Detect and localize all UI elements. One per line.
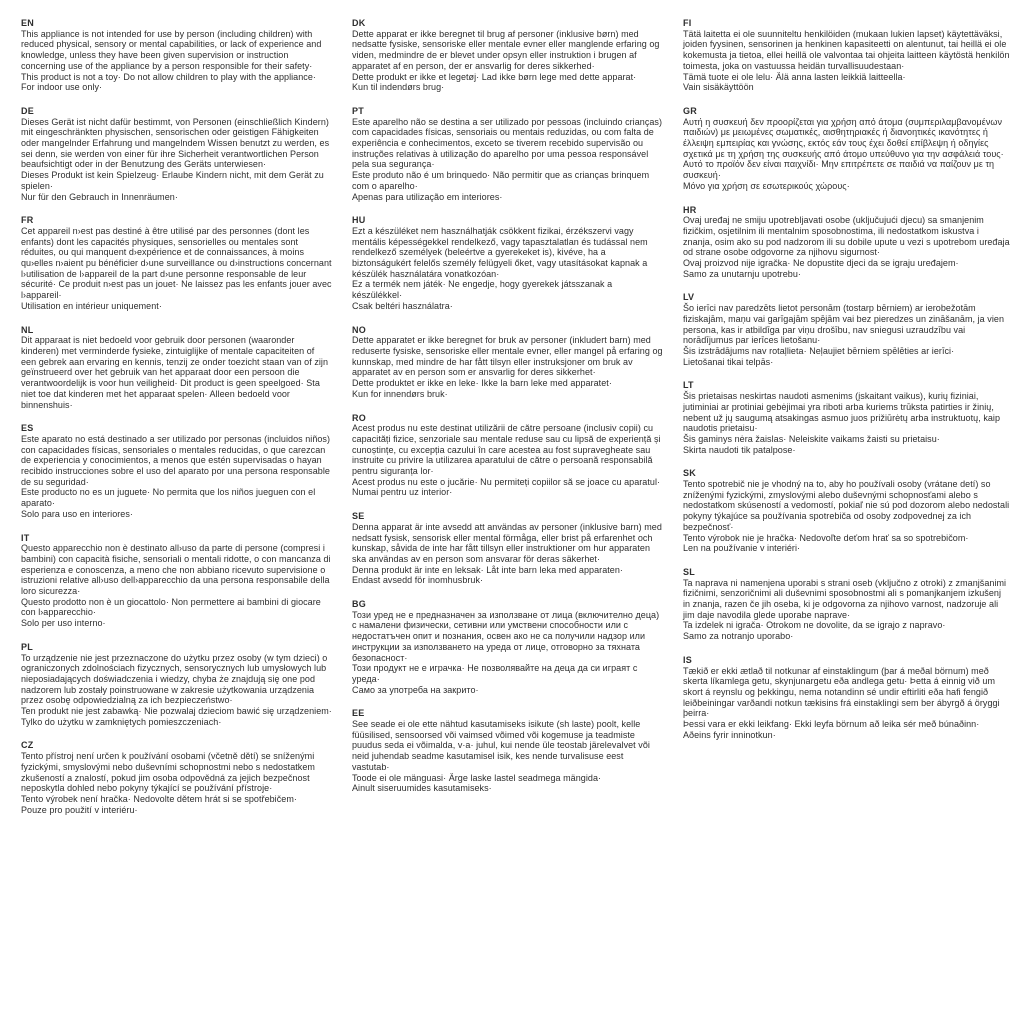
language-section [683, 380, 1010, 455]
language-code-heading: IS [683, 654, 692, 665]
paragraph: Αυτό το προϊόν δεν είναι παιχνίδι· Μην επιτρέπετε σε παιδιά να παίζουν με τη συσκευή· [683, 159, 995, 181]
paragraph: Μόνο για χρήση σε εσωτερικούς χώρους· [683, 180, 850, 191]
language-code-heading: HU [352, 215, 366, 226]
language-code-heading: NL [21, 324, 34, 335]
paragraph: Acest produs nu este destinat utilizării de către persoane (inclusiv copii) cu capacități fizice, senzoriale sau mentale reduse sau cu lipsă de experiență și cunoștințe, cu excepția cazului în care acestea au fost supravegheate sau instruite cu privire la utilizarea aparatului de către o persoană responsabilă pentru siguranța lor· [352, 423, 661, 477]
paragraph: Само за употреба на закрито· [352, 684, 479, 695]
paragraph: Ovaj uređaj ne smiju upotrebljavati osobe (uključujući djecu) sa smanjenim fizičkim, osjetilnim ili mentalnim sposobnostima, ili nedostatkom iskustva i znanja, osim ako su pod nadzorom ili su dobile upute u vezi s upotrebom uređaja od strane osobe odgovorne za njihovu sigurnost· [683, 215, 1010, 258]
language-code-heading: RO [352, 412, 366, 423]
language-section [683, 205, 1010, 280]
language-section [352, 708, 663, 794]
paragraph: Solo para uso en interiores· [21, 508, 133, 519]
language-code-heading: BG [352, 599, 366, 610]
section-body [683, 29, 1010, 93]
paragraph: Dieses Produkt ist kein Spielzeug· Erlaube Kindern nicht, mit dem Gerät zu spielen· [21, 170, 324, 191]
language-code-heading: FI [683, 18, 692, 28]
language-code-heading: SK [683, 468, 696, 479]
language-code-heading: HR [683, 204, 697, 215]
paragraph: Len na používanie v interiéri· [683, 543, 801, 554]
paragraph: Dette produktet er ikke en leke· Ikke la barn leke med apparatet· [352, 378, 612, 389]
paragraph: Ezt a készüléket nem használhatják csökkent fizikai, érzékszervi vagy mentális képességekkel rendelkező, vagy tapasztalatlan és tudással nem rendelkező személyek (beleértve a gyerekeket is), kivéve, ha a biztonságukért felelős személy felügyeli őket, vagy utasításokat kapnak a készülék használatára vonatkozóan· [352, 225, 648, 279]
column-1 [21, 18, 332, 828]
language-code-heading: LT [683, 380, 694, 391]
paragraph: Този продукт не е играчка· Не позволявайте на деца да си играят с уреда· [352, 663, 638, 684]
section-body [21, 29, 332, 93]
column-2 [352, 18, 663, 828]
section-body [352, 335, 663, 399]
paragraph: Tätä laitetta ei ole suunniteltu henkilöiden (mukaan lukien lapset) käytettäväksi, joiden fyysinen, sensorinen ja henkinen kapasiteetti on alentunut, tai heillä ei ole kokemusta ja tietoa, ellei heillä ole valvontaa tai ohjeita laitteen käytöstä henkilön toimesta, joka on vastuussa heidän turvallisuudestaan· [683, 28, 1010, 71]
language-section [683, 567, 1010, 642]
paragraph: Apenas para utilização em interiores· [352, 191, 503, 202]
section-body [352, 226, 663, 312]
language-code-heading: PT [352, 105, 364, 116]
section-body [21, 335, 332, 410]
section-body [21, 751, 332, 815]
paragraph: Este aparato no está destinado a ser utilizado por personas (incluidos niños) con capacidades físicas, sensoriales o mentales reducidas, o que carezcan de experiencia y conocimientos, a menos que estén supervisadas o hayan recibido instrucciones sobre el uso del aparato por una persona responsable de su seguridad· [21, 433, 331, 487]
language-section [352, 599, 663, 695]
paragraph: Tämä tuote ei ole lelu· Älä anna lasten leikkiä laitteella· [683, 71, 906, 82]
language-section [21, 533, 332, 629]
section-body [352, 117, 663, 203]
paragraph: Samo za notranjo uporabo· [683, 631, 794, 642]
paragraph: Dit apparaat is niet bedoeld voor gebruik door personen (waaronder kinderen) met verminderde fysieke, zintuiglijke of mentale capaciteiten of een gebrek aan ervaring en kennis, tenzij ze onder toezicht staan van of zijn geïnstrueerd over het gebruik van het apparaat door een persoon die verantwoordelijk is voor hun veiligheid· Dit product is geen speelgoed· Sta niet toe dat kinderen met het apparaat spelen· Alleen bedoeld voor binnenshuis· [21, 335, 329, 410]
language-code-heading: PL [21, 641, 33, 652]
language-code-heading: EE [352, 708, 365, 719]
paragraph: Skirta naudoti tik patalpose· [683, 444, 796, 455]
section-body [352, 719, 663, 794]
paragraph: Tento přístroj není určen k používání osobami (včetně dětí) se sníženými fyzickými, smyslovými nebo duševními schopnostmi nebo s nedostatkem zkušeností a znalostí, pokud jim osoba odpovědná za jejich bezpečnost neposkytla dohled nebo pokyny týkající se používání přístroje· [21, 751, 315, 794]
paragraph: Kun til indendørs brug· [352, 82, 445, 93]
paragraph: To urządzenie nie jest przeznaczone do użytku przez osoby (w tym dzieci) o ograniczonych zdolnościach fizycznych, sensorycznych lub umysłowych lub nieposiadających doświadczenia i wiedzy, chyba że znajdują się one pod nadzorem lub zostały poinstruowane w zakresie użytkowania urządzenia przez osobę odpowiedzialną za ich bezpieczeństwo· [21, 652, 328, 706]
paragraph: Dette apparatet er ikke beregnet for bruk av personer (inkludert barn) med reduserte fysiske, sensoriske eller mentale evner, eller mangel på erfaring og kunnskap, med mindre de har fått tilsyn eller instruksjoner om bruk av apparatet av en person som er ansvarlig for deres sikkerhet· [352, 335, 663, 378]
section-body [683, 215, 1010, 279]
paragraph: Þessi vara er ekki leikfang· Ekki leyfa börnum að leika sér með búnaðinn· [683, 719, 980, 730]
paragraph: Šo ierīci nav paredzēts lietot personām (tostarp bērniem) ar ierobežotām fiziskajām, maņu vai garīgajām spējām vai bez pieredzes un zināšanām, ja vien persona, kas ir atbildīga par viņu drošību, nav sniegusi uzraudzību vai norādījumus par ierīces lietošanu· [683, 303, 1005, 346]
paragraph: Ez a termék nem játék· Ne engedje, hogy gyerekek játsszanak a készülékkel· [352, 279, 613, 301]
language-section [21, 740, 332, 815]
language-code-heading: DE [21, 105, 34, 116]
language-code-heading: FR [21, 215, 34, 226]
language-section [21, 215, 332, 311]
paragraph: See seade ei ole ette nähtud kasutamiseks isikute (sh laste) poolt, kelle füüsilised, sensoorsed või vaimsed võimed või kogemuse ja teadmiste puudus seda ei võimalda, v·a· juhul, kui nende üle teostab järelevalvet või neid juhendab seadme kasutamisel isik, kes nende turvalisuse eest vastutab· [352, 719, 650, 772]
paragraph: Šis gaminys nėra žaislas· Neleiskite vaikams žaisti su prietaisu· [683, 433, 940, 444]
paragraph: Tento spotrebič nie je vhodný na to, aby ho používali osoby (vrátane detí) so zníženými fyzickými, zmyslovými alebo duševnými schopnosťami alebo s nedostatkom skúseností a vedomostí, pokiaľ nie sú pod dozorom alebo nedostali pokyny týkajúce sa používania spotrebiča od osoby zodpovednej za ich bezpečnosť· [683, 479, 1010, 532]
language-section [352, 413, 663, 499]
language-section [21, 106, 332, 202]
section-body [683, 578, 1010, 642]
paragraph: Kun for innendørs bruk· [352, 388, 448, 399]
paragraph: Questo apparecchio non è destinato all›uso da parte di persone (compresi i bambini) con capacità fisiche, sensoriali o mentali ridotte, o con mancanza di esperienza e conoscenza, a meno che non abbiano ricevuto supervisione o istruzioni relative all›uso dell›apparecchio da una persona responsabile della loro sicurezza· [21, 543, 331, 597]
language-section [21, 18, 332, 93]
paragraph: Denna produkt är inte en leksak· Låt inte barn leka med apparaten· [352, 564, 623, 575]
paragraph: Dette produkt er ikke et legetøj· Lad ikke børn lege med dette apparat· [352, 71, 637, 82]
paragraph: Solo per uso interno· [21, 618, 106, 629]
paragraph: This appliance is not intended for use by person (including children) with reduced physical, sensory or mental capabilities, or lack of experience and knowledge, unless they have been given supervision or instruction concerning use of the appliance by a person responsible for their safety· [21, 28, 322, 71]
paragraph: Dette apparat er ikke beregnet til brug af personer (inklusive børn) med nedsatte fysiske, sensoriske eller mentale evner eller manglende erfaring og viden, medmindre de er blevet under opsyn eller instruktion i brugen af apparatet af en person, der er ansvarlig for deres sikkerhed· [352, 28, 660, 71]
paragraph: Endast avsedd för inomhusbruk· [352, 575, 484, 586]
language-code-heading: IT [21, 532, 30, 543]
section-body [352, 29, 663, 93]
language-section [21, 642, 332, 728]
language-code-heading: EN [21, 18, 34, 28]
section-body [21, 117, 332, 203]
paragraph: Αυτή η συσκευή δεν προορίζεται για χρήση από άτομα (συμπεριλαμβανομένων παιδιών) με μειωμένες σωματικές, αισθητηριακές ή διανοητικές ικανότητες ή έλλειψη εμπειρίας και γνώσης, εκτός εάν τους έχει δοθεί επίβλεψη ή οδηγίες σχετικά με τη χρήση της συσκευής από άτομο υπεύθυνο για την ασφάλειά τους· [683, 116, 1004, 159]
language-section [683, 468, 1010, 554]
paragraph: Questo prodotto non è un giocattolo· Non permettere ai bambini di giocare con l›apparecchio· [21, 596, 321, 618]
language-section [352, 18, 663, 93]
language-code-heading: LV [683, 292, 695, 303]
paragraph: Tento výrobok nie je hračka· Nedovoľte deťom hrať sa so spotrebičom· [683, 532, 969, 543]
paragraph: Cet appareil n›est pas destiné à être utilisé par des personnes (dont les enfants) dont les capacités physiques, sensorielles ou mentales sont réduites, ou qui manquent d›expérience et de connaissances, à moins qu›elles n›aient pu bénéficier d›une surveillance ou d›instructions concernant l›utilisation de l›appareil de la part d›une personne responsable de leur sécurité· Ce produit n›est pas un jouet· Ne laissez pas les enfants jouer avec l›appareil· [21, 225, 332, 301]
paragraph: Ta naprava ni namenjena uporabi s strani oseb (vključno z otroki) z zmanjšanimi fizičnimi, senzoričnimi ali duševnimi sposobnostmi ali s pomanjkanjem izkušenj in znanja, razen če jih oseba, ki je odgovorna za njihovo varnost, nadzoruje ali jim daje navodila glede uporabe naprave· [683, 577, 1007, 620]
language-section [352, 325, 663, 400]
language-code-heading: DK [352, 18, 366, 28]
paragraph: Csak beltéri használatra· [352, 300, 453, 311]
language-section [352, 511, 663, 586]
paragraph: Este producto no es un juguete· No permita que los niños jueguen con el aparato· [21, 487, 316, 509]
paragraph: Lietošanai tikai telpās· [683, 356, 774, 367]
section-body [683, 479, 1010, 554]
section-body [352, 610, 663, 696]
paragraph: Dieses Gerät ist nicht dafür bestimmt, von Personen (einschließlich Kindern) mit eingeschränkten physischen, sensorischen oder geistigen Fähigkeiten oder mangelnder Erfahrung und mangelndem Wissen benutzt zu werden, es sei denn, sie werden von einer für ihre Sicherheit verantwortlichen Person beaufsichtigt oder in der Benutzung des Geräts unterwiesen· [21, 116, 330, 170]
paragraph: Samo za unutarnju upotrebu· [683, 268, 801, 279]
paragraph: Este produto não é um brinquedo· Não permitir que as crianças brinquem com o aparelho· [352, 170, 650, 191]
paragraph: Ainult siseruumides kasutamiseks· [352, 783, 492, 794]
language-code-heading: GR [683, 105, 697, 116]
paragraph: Tækið er ekki ætlað til notkunar af einstaklingum (þar á meðal börnum) með skerta líkamlega getu, skynjunargetu eða andlega getu· Þetta á einnig við um skort á reynslu og þekkingu, nema notandinn sé undir eftirliti eða hafi fengið leiðbeiningar varðandi notkun tækisins frá einstaklingi sem ber ábyrgð á öryggi þeirra· [683, 665, 1000, 719]
paragraph: Pouze pro použití v interiéru· [21, 804, 138, 815]
language-section [683, 106, 1010, 192]
paragraph: Ten produkt nie jest zabawką· Nie pozwalaj dzieciom bawić się urządzeniem· [21, 706, 332, 717]
paragraph: Denna apparat är inte avsedd att användas av personer (inklusive barn) med nedsatt fysisk, sensorisk eller mental förmåga, eller brist på erfarenhet och kunskap, såvida de inte har fått tillsyn eller instruktioner om hur apparaten ska användas av en person som ansvarar för deras säkerhet· [352, 521, 662, 564]
language-code-heading: SL [683, 566, 695, 577]
language-section [352, 215, 663, 311]
paragraph: Este aparelho não se destina a ser utilizado por pessoas (incluindo crianças) com capacidades físicas, sensoriais ou mentais reduzidas, ou com falta de experiência e conhecimentos, exceto se tiverem recebido supervisão ou instruções relativas à utilização do aparelho por uma pessoa responsável pela sua segurança· [352, 116, 663, 170]
language-section [21, 325, 332, 411]
language-section [683, 655, 1010, 741]
section-body [21, 653, 332, 728]
column-3 [683, 18, 1010, 828]
language-section [683, 292, 1010, 367]
paragraph: Vain sisäkäyttöön [683, 82, 754, 93]
paragraph: Acest produs nu este o jucărie· Nu permiteți copiilor să se joace cu aparatul· [352, 476, 661, 487]
language-code-heading: SE [352, 511, 365, 522]
paragraph: Този уред не е предназначен за използване от лица (включително деца) с намалени физически, сетивни или умствени способности или с недостатъчен опит и познания, освен ако не са получили надзор или инструкции за използването на уреда от лице, отговорно за тяхната безопасност· [352, 609, 660, 663]
paragraph: Šis izstrādājums nav rotaļlieta· Neļaujiet bērniem spēlēties ar ierīci· [683, 345, 955, 356]
paragraph: For indoor use only· [21, 82, 103, 93]
paragraph: Tylko do użytku w zamkniętych pomieszczeniach· [21, 716, 222, 727]
paragraph: Ovaj proizvod nije igračka· Ne dopustite djeci da se igraju uređajem· [683, 258, 959, 269]
language-code-heading: NO [352, 324, 366, 335]
paragraph: This product is not a toy· Do not allow children to play with the appliance· [21, 71, 316, 82]
section-body [683, 391, 1010, 455]
paragraph: Aðeins fyrir inninotkun· [683, 729, 776, 740]
section-body [683, 666, 1010, 741]
paragraph: Ta izdelek ni igrača· Otrokom ne dovolite, da se igrajo z napravo· [683, 620, 946, 631]
language-section [21, 423, 332, 519]
paragraph: Toode ei ole mänguasi· Ärge laske lastel seadmega mängida· [352, 772, 602, 783]
language-code-heading: CZ [21, 740, 34, 751]
section-body [352, 522, 663, 586]
paragraph: Tento výrobek není hračka· Nedovolte dětem hrát si se spotřebičem· [21, 794, 297, 804]
language-section [683, 18, 1010, 93]
section-body [21, 226, 332, 312]
section-body [352, 423, 663, 498]
section-body [21, 543, 332, 629]
paragraph: Nur für den Gebrauch in Innenräumen· [21, 191, 178, 202]
paragraph: Utilisation en intérieur uniquement· [21, 300, 162, 311]
section-body [21, 434, 332, 520]
paragraph: Numai pentru uz interior· [352, 487, 453, 498]
language-section [352, 106, 663, 202]
paragraph: Šis prietaisas neskirtas naudoti asmenims (įskaitant vaikus), kurių fiziniai, jutiminiai ar protiniai gebėjimai yra riboti arba kuriems trūksta patirties ir žinių, nebent už jų saugumą atsakingas asmuo juos prižiūrėtų arba instruktuotų, kaip naudotis prietaisu· [683, 391, 1001, 434]
section-body [683, 117, 1010, 192]
language-code-heading: ES [21, 423, 34, 434]
section-body [683, 303, 1010, 367]
